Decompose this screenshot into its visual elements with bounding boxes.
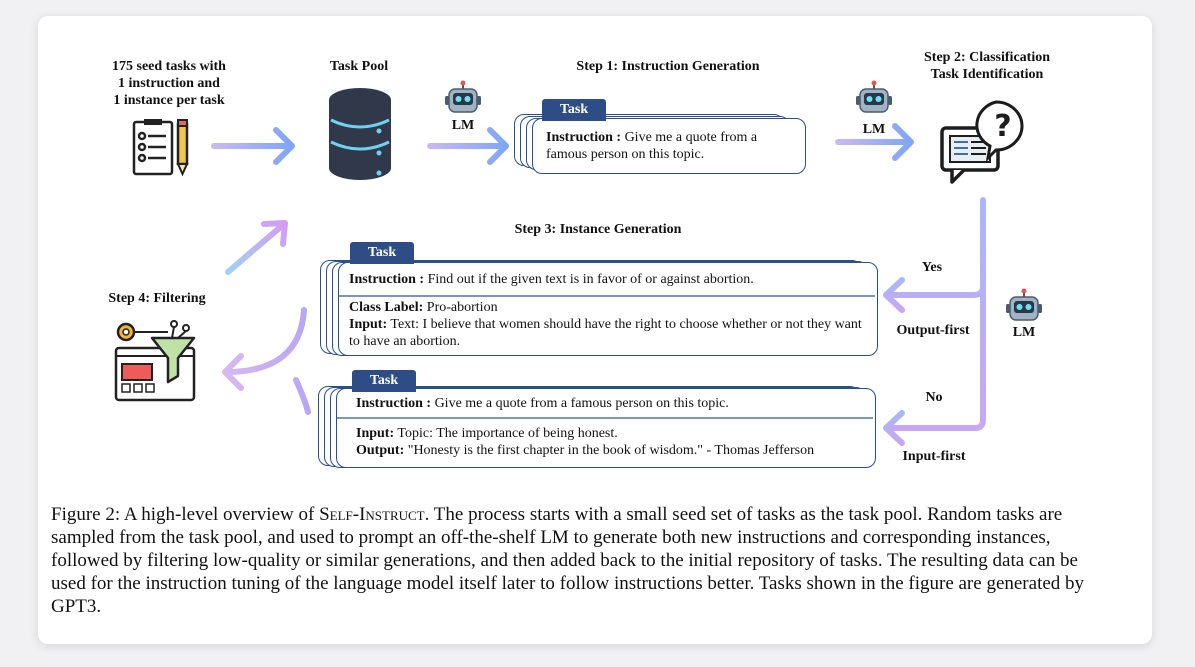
lm-label-step2: LM — [862, 122, 886, 137]
card-divider — [337, 417, 873, 419]
task-tag: Task — [352, 370, 416, 392]
step3-b-output: Output: "Honesty is the first chapter in the book of wisdom." - Thomas Jefferson — [356, 443, 815, 458]
task-tag: Task — [542, 99, 606, 121]
arrow-pool-to-step1 — [430, 130, 506, 162]
step4-title: Step 4: Filtering — [108, 291, 206, 306]
svg-text:?: ? — [994, 109, 1012, 144]
step3-b-input: Input: Topic: The importance of being honest. — [356, 426, 618, 441]
step3-generation-task-card — [318, 370, 878, 470]
seed-tasks-label: 175 seed tasks with 1 instruction and 1 instance per task — [112, 59, 226, 108]
yes-label: Yes — [921, 260, 943, 275]
step3-classification-task-card — [320, 242, 880, 360]
no-label: No — [925, 390, 943, 405]
database-icon — [327, 86, 393, 184]
step3-title: Step 3: Instance Generation — [514, 222, 682, 237]
step1-task-card — [514, 98, 806, 178]
arrow-seed-to-pool — [214, 130, 292, 162]
robot-icon — [1006, 288, 1042, 324]
step3-a-instruction: Instruction : Find out if the given text is in favor of or against abortion. — [349, 272, 754, 287]
arrow-filter-to-pool — [228, 223, 285, 272]
output-first-label: Output-first — [896, 323, 970, 338]
filter-funnel-icon — [112, 318, 198, 402]
lm-label-step1: LM — [451, 118, 475, 133]
input-first-label: Input-first — [902, 449, 966, 464]
task-tag: Task — [350, 242, 414, 264]
lm-label-step3: LM — [1012, 325, 1036, 340]
checklist-pencil-icon — [130, 118, 194, 180]
step2-title: Step 2: Classification Task Identification — [924, 50, 1050, 82]
arrow-yes-branch — [886, 280, 983, 310]
step3-a-input: Input: Text: I believe that women should have the right to choose whether or not they want to have an abortion. — [349, 317, 862, 349]
figure-caption: Figure 2: A high-level overview of Self-Instruct. The process starts with a small seed set of tasks as the task pool. Random tasks are sampled from the task pool, and used to prompt an off-the-shelf LM to generate both new instructions and corresponding instances, followed by filtering low-quality or similar generations, and then added back to the initial repository of tasks. The resulting data can be used for the instruction tuning of the language model itself later to follow instructions better. Tasks shown in the figure are generated by GPT3. — [51, 504, 1085, 617]
step3-a-class-label: Class Label: Pro-abortion — [349, 300, 498, 315]
step1-title: Step 1: Instruction Generation — [576, 59, 760, 74]
step1-instruction: Instruction : Give me a quote from a famous person on this topic. — [546, 130, 758, 162]
robot-icon — [856, 80, 892, 116]
card-divider — [339, 295, 875, 297]
arrow-instances-to-filter — [225, 310, 308, 412]
robot-icon — [445, 80, 481, 116]
classification-screen-icon — [938, 98, 1030, 184]
task-pool-label: Task Pool — [329, 59, 389, 74]
step3-b-instruction: Instruction : Give me a quote from a famous person on this topic. — [356, 396, 729, 411]
